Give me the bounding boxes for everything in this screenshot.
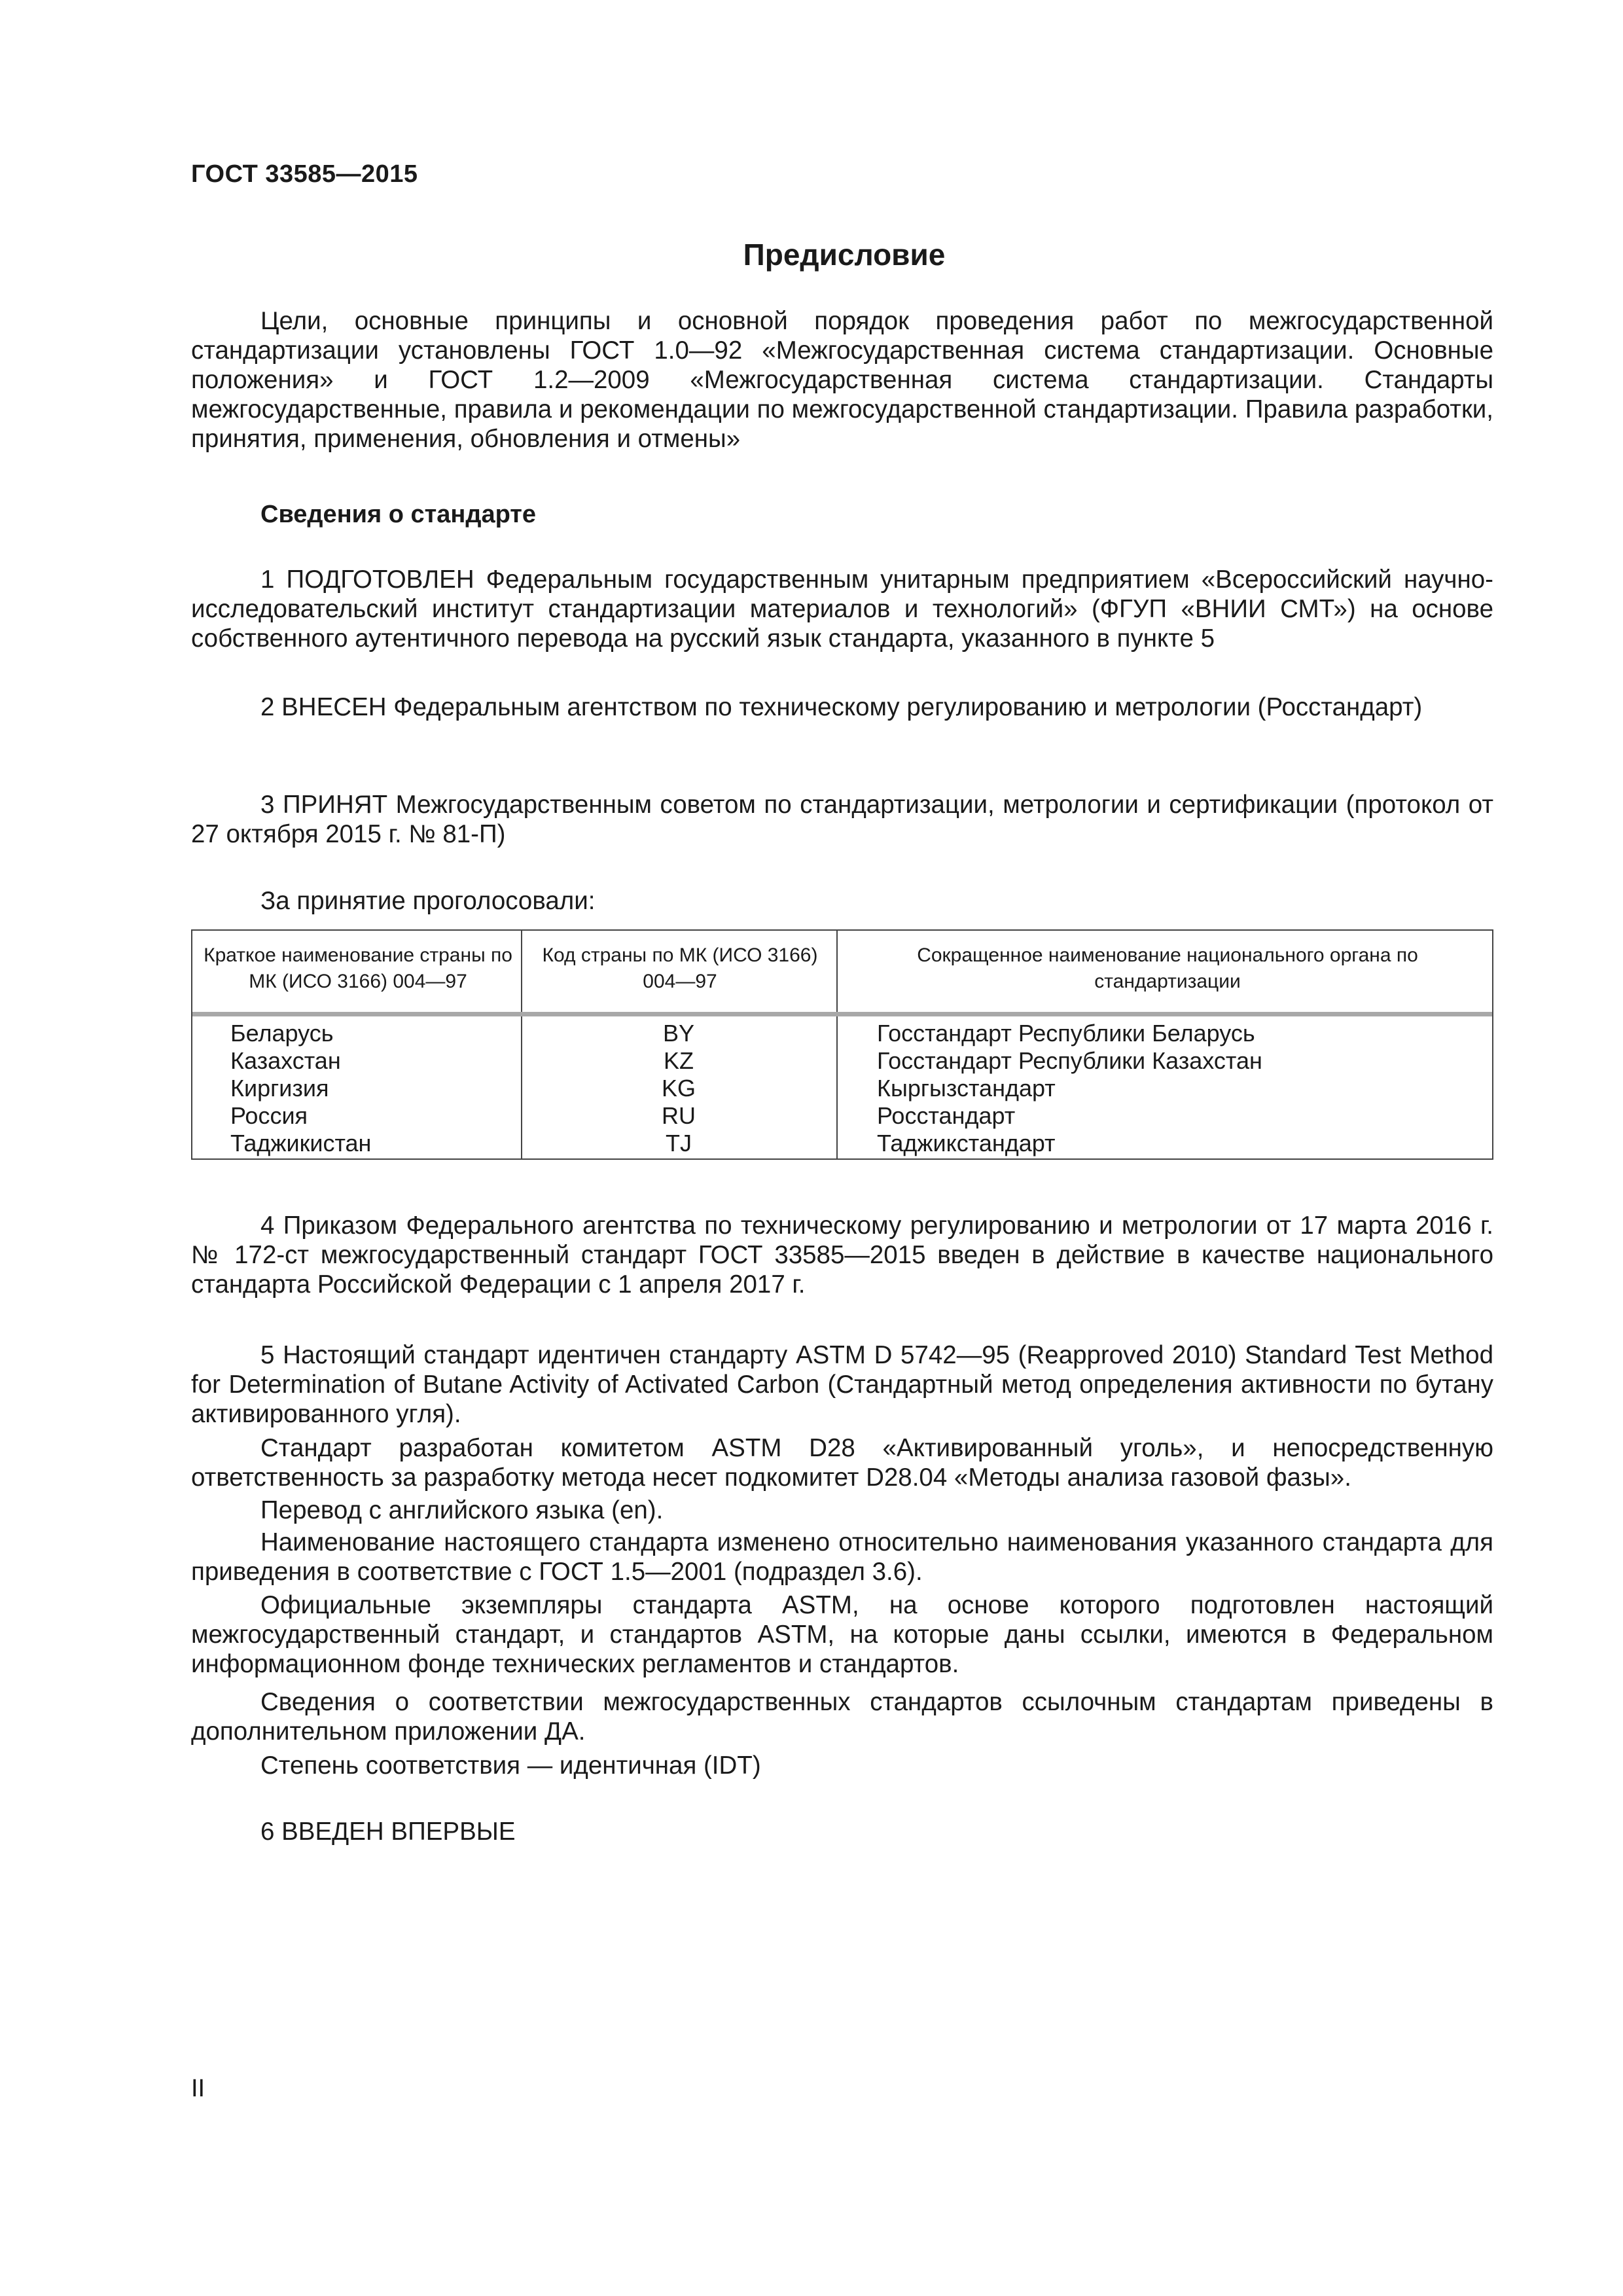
table-cell: Таджикистан — [230, 1130, 372, 1157]
table-cell: Киргизия — [230, 1075, 329, 1102]
table-header-body: Сокращенное наименование национального органа по стандартизации — [917, 944, 1418, 992]
table-cell: Казахстан — [230, 1047, 341, 1074]
table-column-countries — [230, 1020, 371, 1157]
table-divider — [836, 931, 838, 1158]
page-number: II — [191, 2075, 205, 2102]
voted-label: За принятие проголосовали: — [260, 887, 596, 915]
table-cell: KG — [661, 1075, 696, 1102]
table-header-rule — [192, 1012, 1492, 1016]
item-5-references: Сведения о соответствии межгосударственных стандартов ссылочным стандартам приведены в дополнительном приложении ДА. — [191, 1688, 1493, 1746]
table-cell: TJ — [666, 1130, 692, 1157]
table-cell: Госстандарт Республики Казахстан — [877, 1047, 1262, 1074]
item-5-official-copies: Официальные экземпляры стандарта ASTM, на основе которого подготовлен настоящий межгосударственный стандарт, и стандартов ASTM, на которые даны ссылки, имеются в Федеральном информационном фонде технических регламентов и стандартов. — [191, 1591, 1493, 1678]
item-2: 2 ВНЕСЕН Федеральным агентством по техническому регулированию и метрологии (Росстандарт) — [260, 693, 1423, 721]
voting-table — [191, 929, 1493, 1160]
item-4: 4 Приказом Федерального агентства по техническому регулированию и метрологии от 17 марта 2016 г. № 172-ст межгосударственный стандарт ГОСТ 33585—2015 введен в действие в качестве национального стандарта Российской Федерации с 1 апреля 2017 г. — [191, 1211, 1493, 1299]
table-cell: RU — [662, 1102, 696, 1129]
intro-paragraph: Цели, основные принципы и основной порядок проведения работ по межгосударственной стандартизации установлены ГОСТ 1.0—92 «Межгосударственная система стандартизации. Основные положения» и ГОСТ 1.2—2009 «Межгосударственная система стандартизации. Стандарты межгосударственные, правила и рекомендации по межгосударственной стандартизации. Правила разработки, принятия, применения, обновления и отмены» — [191, 307, 1493, 453]
item-5: 5 Настоящий стандарт идентичен стандарту ASTM D 5742—95 (Reapproved 2010) Standard Test Method for Determination of Butane Activity of Activated Carbon (Стандартный метод определения активности по бутану активированного угля). — [191, 1341, 1493, 1428]
table-cell: Россия — [230, 1102, 308, 1129]
table-cell: BY — [662, 1020, 695, 1047]
table-cell: Таджикстандарт — [877, 1130, 1056, 1157]
table-cell: Госстандарт Республики Беларусь — [877, 1020, 1255, 1047]
item-1: 1 ПОДГОТОВЛЕН Федеральным государственным унитарным предприятием «Всероссийский научно-исследовательский институт стандартизации материалов и технологий» (ФГУП «ВНИИ СМТ») на основе собственного аутентичного перевода на русский язык стандарта, указанного в пункте 5 — [191, 565, 1493, 653]
table-cell: Росстандарт — [877, 1102, 1016, 1129]
item-5-translation: Перевод с английского языка (en). — [260, 1496, 664, 1524]
item-5-degree: Степень соответствия — идентичная (IDT) — [260, 1751, 761, 1780]
table-header-country: Краткое наименование страны по МК (ИСО 3166) 004—97 — [204, 944, 512, 992]
section-heading: Сведения о стандарте — [260, 501, 537, 528]
item-6: 6 ВВЕДЕН ВПЕРВЫЕ — [260, 1818, 516, 1846]
table-column-codes — [521, 1020, 836, 1157]
item-5-committee: Стандарт разработан комитетом ASTM D28 «Активированный уголь», и непосредственную ответственность за разработку метода несет подкомитет D28.04 «Методы анализа газовой фазы». — [191, 1434, 1493, 1492]
table-cell: KZ — [663, 1047, 694, 1074]
table-column-bodies — [877, 1020, 1262, 1157]
document-id: ГОСТ 33585—2015 — [191, 160, 418, 188]
item-5-title-change: Наименование настоящего стандарта изменено относительно наименования указанного стандарта для приведения в соответствие с ГОСТ 1.5—2001 (подраздел 3.6). — [191, 1528, 1493, 1586]
table-cell: Кыргызстандарт — [877, 1075, 1056, 1102]
page-title: Предисловие — [743, 238, 946, 272]
table-cell: Беларусь — [230, 1020, 334, 1047]
table-header-code: Код страны по МК (ИСО 3166) 004—97 — [542, 944, 818, 992]
item-3: 3 ПРИНЯТ Межгосударственным советом по стандартизации, метрологии и сертификации (протокол от 27 октября 2015 г. № 81-П) — [191, 791, 1493, 848]
